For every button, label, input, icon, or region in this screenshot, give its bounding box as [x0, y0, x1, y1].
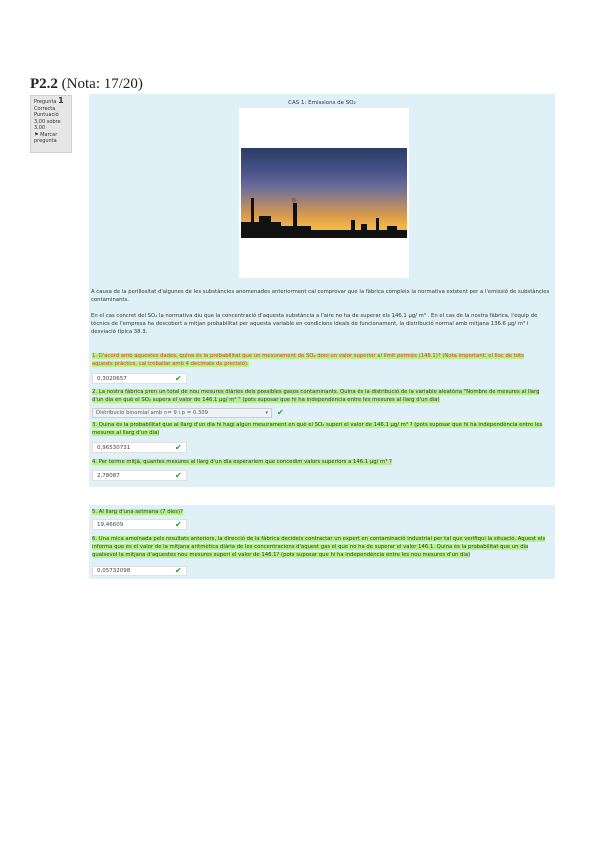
question-2: 2. La nostra fàbrica pren un total de nou mesures diàries dels possibles gasos contaminants. Quina és la distribució de la variable aleatòria "Nombre de mesures al llarg d'un dia en què el SO₂ supera el valor de 146.1 µg/ m³ " (pots suposar que hi ha independència entre les mesures al llarg d'un dia) — [92, 389, 540, 403]
question-label: Pregunta — [34, 99, 57, 105]
question-5: 5. Al llarg d'una setmana (7 dies)? — [92, 509, 183, 515]
question-4: 4. Per terme mitjà, quantes mesures al llarg d'un dia esperaríem que concedim valors superiors a 146.1 µg/ m³ ? — [92, 459, 392, 465]
flag-icon: ⚑ — [34, 131, 39, 138]
question-info-box — [30, 95, 72, 153]
answer-5-input[interactable]: 19,46609 — [92, 519, 187, 530]
check-icon: ✔ — [175, 374, 182, 383]
answer-3-input[interactable]: 0,96530731 — [92, 442, 187, 453]
check-icon: ✔ — [175, 520, 182, 529]
flag-question-link[interactable]: ⚑ Marcar pregunta — [34, 131, 58, 144]
case-image — [239, 108, 409, 278]
question-3: 3. Quina és la probabilitat que al llarg d'un dia hi hagi algun mesurament en què el SO₂ superi el valor de 146.1 µg/ m³ ? (pots suposar que hi ha independència entre les mesures al llarg d'un dia) — [92, 422, 543, 436]
check-icon: ✔ — [175, 471, 182, 480]
question-panel-continued — [89, 505, 555, 579]
question-6: 6. Una mica amoïnada pels resultats anteriors, la direcció de la fàbrica decideix contractar un expert en contaminació industrial per tal que verifiqui la situació. Aquest els informa que és el valor de la mitjana aritmètica diària de les concentracions d'aquest gas el que no ha de superar el valor 146.1. Quina és la probabilitat que un dia qualsevol la mitjana d'aquestes nou mesures superi el valor de 146.1? (pots suposar que hi ha independència entre les nou mesures d'un dia) — [92, 536, 546, 558]
question-status: Correcta — [34, 105, 56, 112]
answer-1-input[interactable]: 0,3020657 — [92, 373, 187, 384]
page-title: P2.2 (Nota: 17/20) — [30, 76, 143, 92]
answer-6-input[interactable]: 0,05732098 — [92, 566, 187, 576]
check-icon: ✔ — [277, 408, 284, 417]
case-paragraph-2: En el cas concret del SO₂ la normativa diu que la concentració d'aquesta substància a l'aire no ha de superar els 146.1 µg/ m³ . En el cas de la nostra fàbrica, l'equip de tècnics de l'empresa ha descobert a mitjan probabilitat per aquesta variable en condicions ideals de funcionament, la distribució normal amb mitjana 136.6 µg/ m³ i desviació típica 38.3. — [91, 313, 538, 335]
answer-4-input[interactable]: 2,78087 — [92, 470, 187, 481]
factory-silhouette — [241, 198, 407, 238]
case-title: CAS 1: Emissions de SO₂ — [288, 100, 356, 106]
question-1: 1. D'acord amb aquestes dades, quina és la probabilitat que un mesurament de SO₂ doni un valor superior al límit permès (146.1)? (Nota important: el lloc de tots aquests pràctics, cal treballar amb 4 decimals de precisió). — [92, 353, 524, 367]
question-number: 1 — [58, 96, 64, 105]
question-score: Puntuació 3,00 sobre 3,00 — [34, 112, 61, 131]
case-paragraph-1: A causa de la perillositat d'algunes de les substàncies anomenades anteriorment cal comprovar que la fàbrica compleix la normativa existent per a l'emissió de substàncies contaminants. — [91, 289, 550, 303]
factory-photo — [241, 148, 407, 238]
answer-2-select[interactable]: Distribució binomial amb n= 9 i p = 0.309 ▾ — [92, 408, 272, 418]
question-panel — [89, 94, 555, 487]
check-icon: ✔ — [175, 566, 182, 575]
check-icon: ✔ — [175, 443, 182, 452]
chevron-down-icon: ▾ — [265, 410, 268, 416]
